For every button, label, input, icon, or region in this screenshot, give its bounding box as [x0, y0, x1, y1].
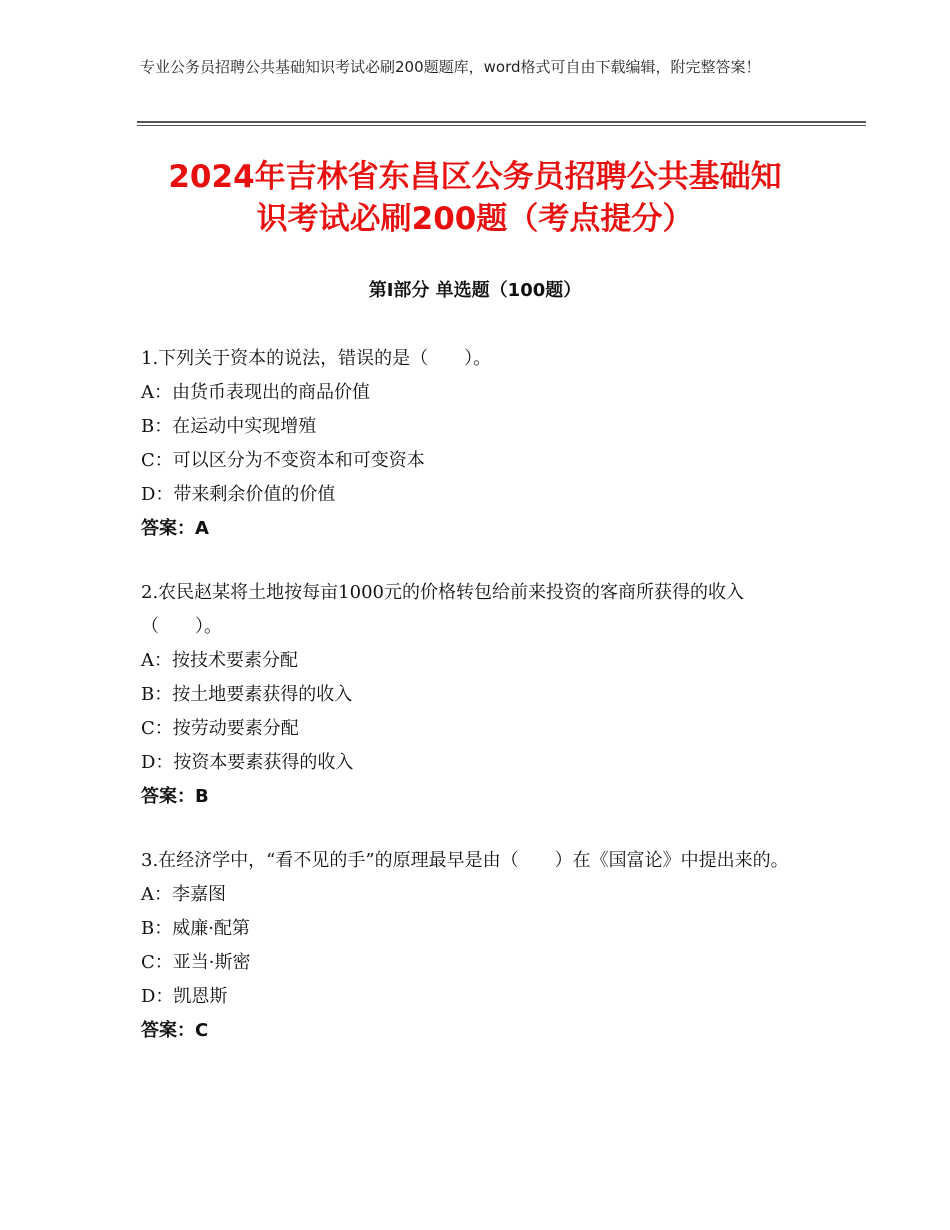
- answer: 答案：C: [141, 1020, 209, 1041]
- question-1: [141, 342, 821, 546]
- option-b: B：在运动中实现增殖: [141, 416, 317, 437]
- section-heading: 第Ⅰ部分 单选题（100题）: [368, 280, 582, 301]
- question-3: [141, 844, 821, 1048]
- question-text: 1.下列关于资本的说法，错误的是（ ）。: [141, 348, 492, 369]
- option-b: B：威廉·配第: [141, 918, 250, 939]
- question-text: 3.在经济学中，“看不见的手”的原理最早是由（ ）在《国富论》中提出来的。: [141, 850, 789, 871]
- option-d: D：带来剩余价值的价值: [141, 484, 336, 505]
- header-divider-thin: [137, 125, 866, 126]
- header-note: 专业公务员招聘公共基础知识考试必刷200题题库，word格式可自由下载编辑，附完整答案！: [140, 58, 761, 76]
- option-c: C：亚当·斯密: [141, 952, 251, 973]
- document-title: [0, 156, 950, 240]
- option-a: A：由货币表现出的商品价值: [141, 382, 370, 403]
- answer: 答案：A: [141, 518, 209, 539]
- option-c: C：可以区分为不变资本和可变资本: [141, 450, 425, 471]
- option-b: B：按土地要素获得的收入: [141, 684, 353, 705]
- option-a: A：按技术要素分配: [141, 650, 298, 671]
- option-c: C：按劳动要素分配: [141, 718, 299, 739]
- option-d: D：按资本要素获得的收入: [141, 752, 354, 773]
- question-2: [141, 576, 821, 814]
- question-text: 2.农民赵某将土地按每亩1000元的价格转包给前来投资的客商所获得的收入（ ）。: [141, 582, 744, 637]
- option-d: D：凯恩斯: [141, 986, 228, 1007]
- document-title-line-2: 识考试必刷200题（考点提分）: [256, 201, 694, 237]
- answer: 答案：B: [141, 786, 209, 807]
- option-a: A：李嘉图: [141, 884, 226, 905]
- document-title-line-1: 2024年吉林省东昌区公务员招聘公共基础知: [168, 159, 782, 195]
- question-list: [141, 342, 821, 1078]
- header-divider-thick: [137, 121, 866, 123]
